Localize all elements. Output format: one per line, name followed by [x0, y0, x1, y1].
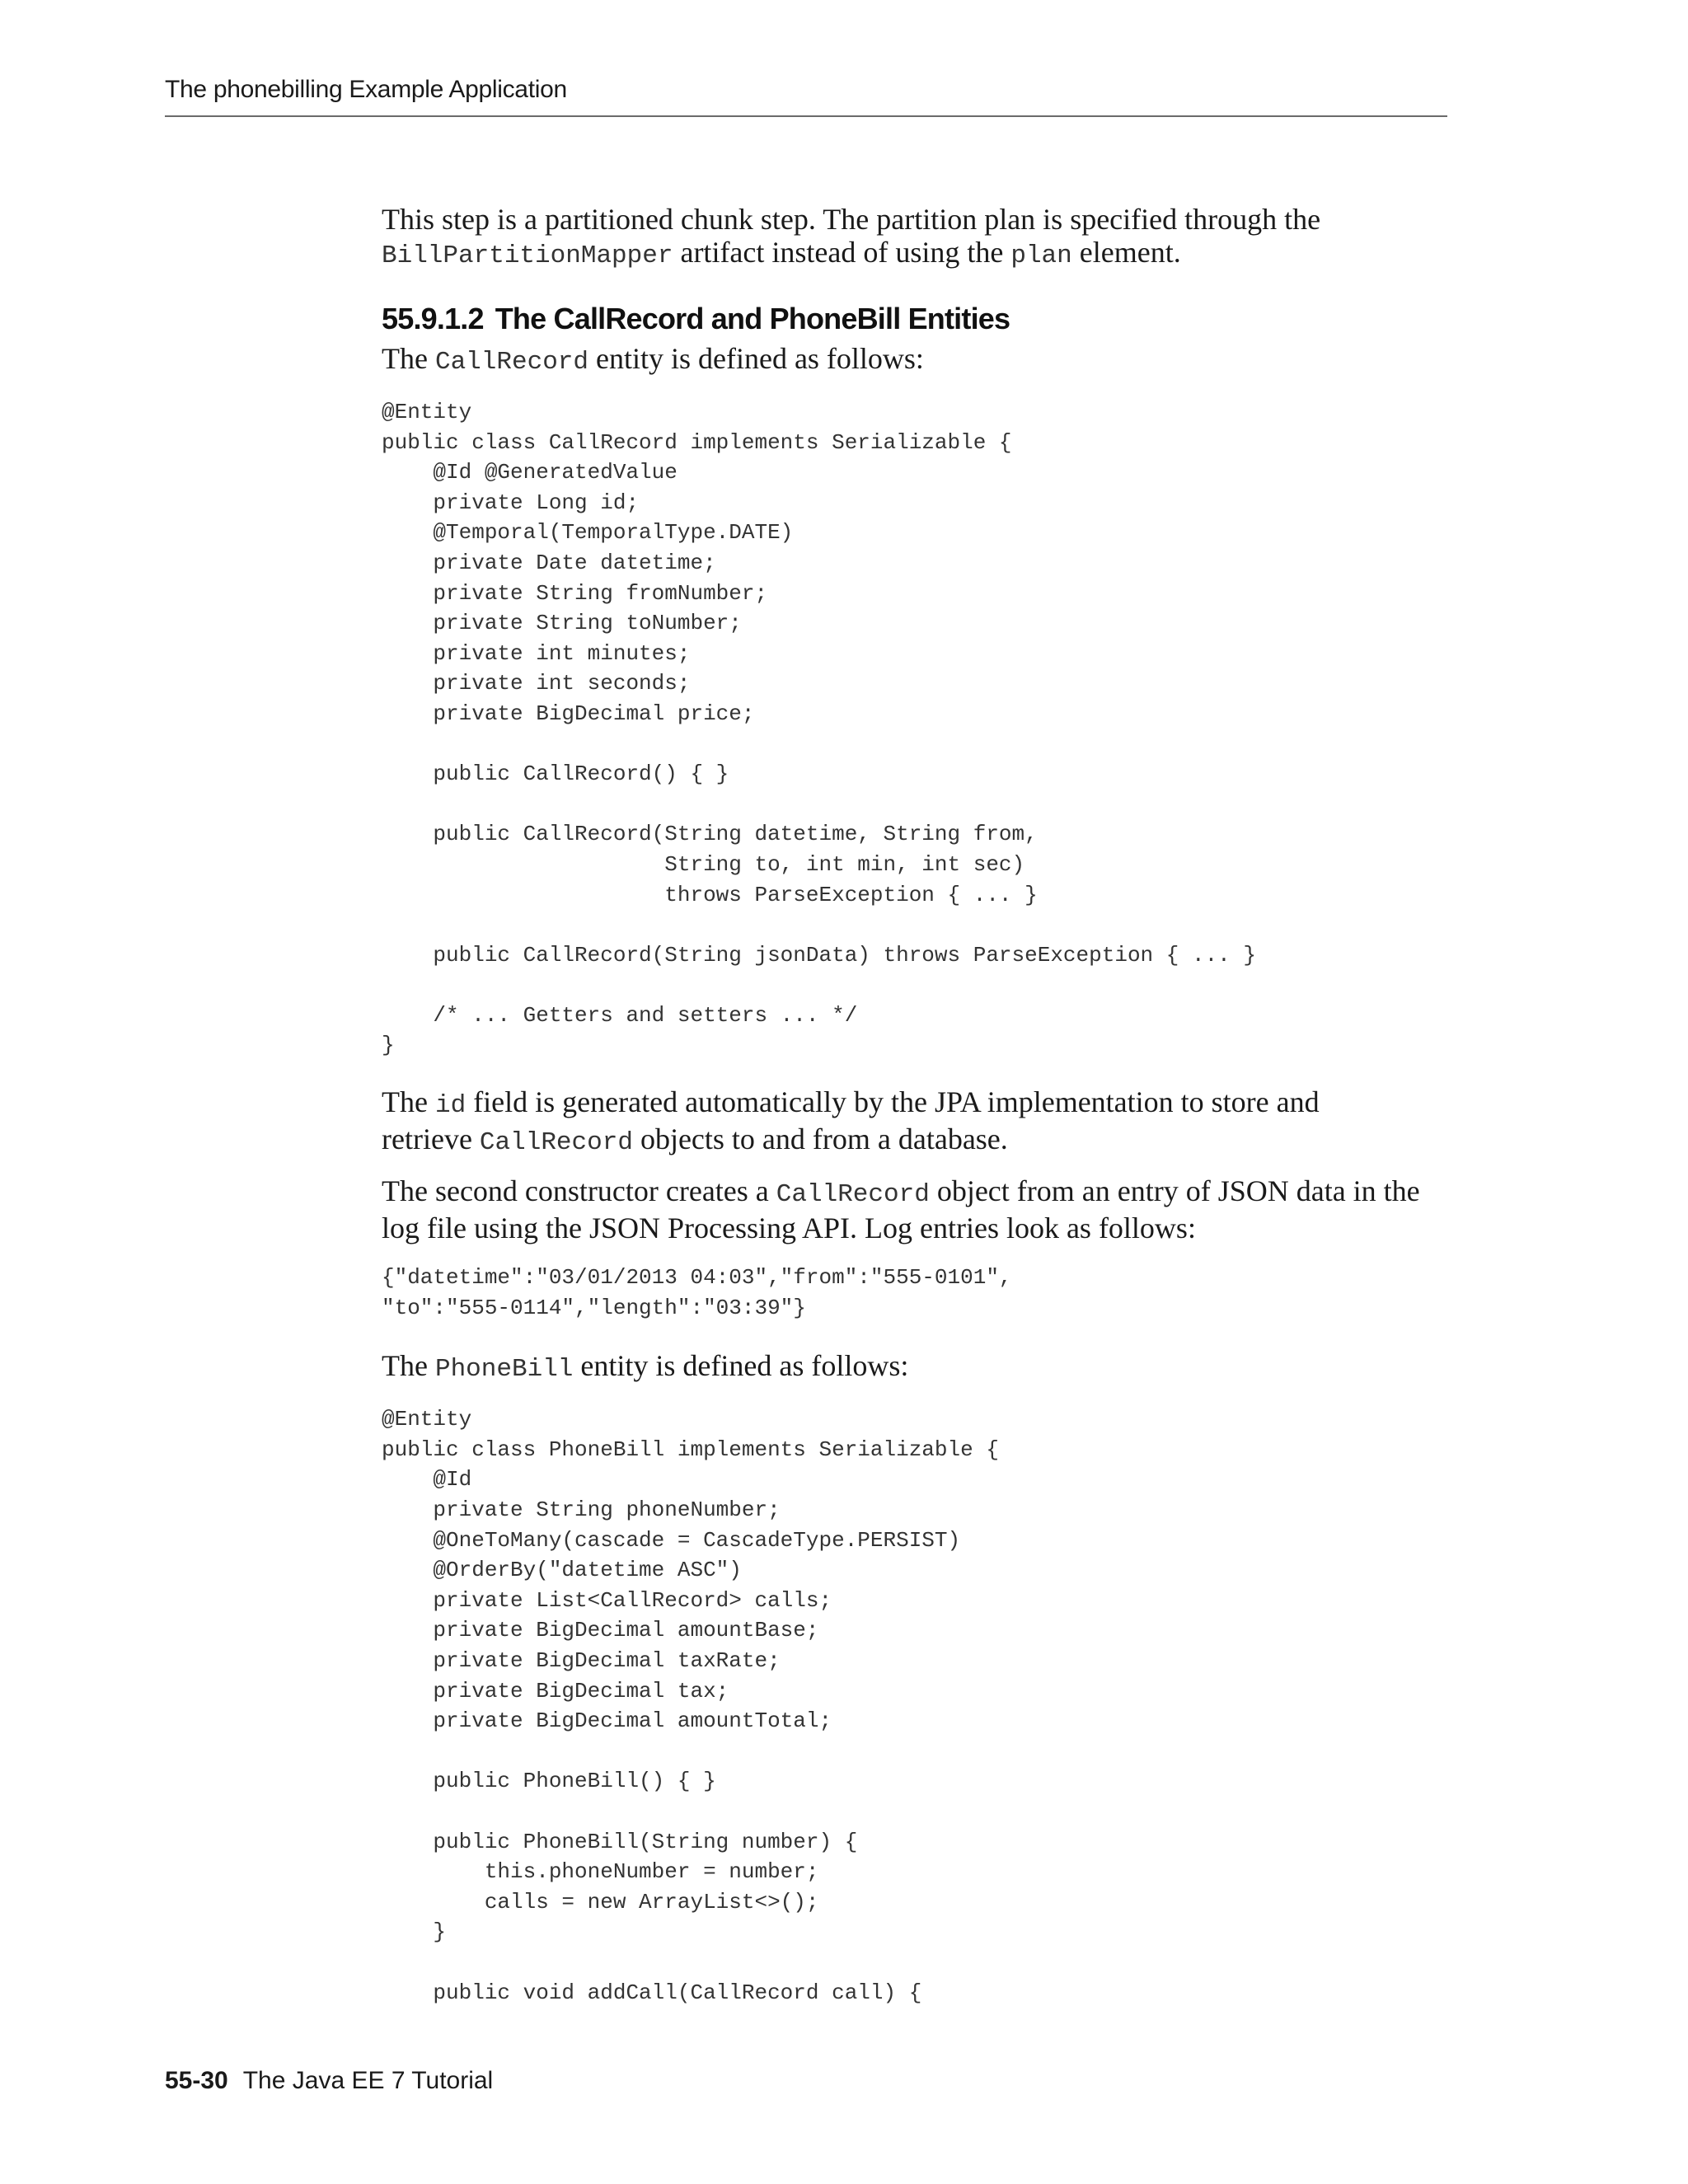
callrecord-code-block	[382, 397, 1453, 1061]
code-line: this.phoneNumber = number;	[382, 1859, 819, 1885]
code-line: @Id	[382, 1467, 472, 1493]
id-para-text-3: retrieve	[382, 1122, 480, 1156]
code-phonebill: PhoneBill	[434, 1355, 574, 1385]
code-line: private BigDecimal tax;	[382, 1678, 729, 1704]
constructor-paragraph	[382, 1174, 1453, 1244]
code-line	[382, 1797, 1453, 1827]
code-line: String to, int min, int sec)	[382, 851, 1025, 877]
code-line: private BigDecimal taxRate;	[382, 1648, 781, 1673]
ctor-para-text-3: log file using the JSON Processing API. Log entries look as follows:	[382, 1212, 1196, 1245]
phonebill-intro	[382, 1349, 1453, 1386]
code-line: private String fromNumber;	[382, 580, 768, 606]
code-line: private Long id;	[382, 490, 640, 515]
code-line: public void addCall(CallRecord call) {	[382, 1980, 922, 2005]
code-line: }	[382, 1033, 395, 1058]
section-heading	[382, 301, 1453, 337]
callrecord-intro-text-end: entity is defined as follows:	[588, 342, 924, 375]
code-line: @OneToMany(cascade = CascadeType.PERSIST)	[382, 1527, 961, 1553]
code-line	[382, 910, 1453, 940]
code-line: private String phoneNumber;	[382, 1497, 781, 1523]
section-number: 55.9.1.2	[382, 302, 484, 335]
intro-text: artifact instead of using the	[673, 236, 1011, 269]
running-header: The phonebilling Example Application	[165, 76, 567, 103]
id-para-text-4: objects to and from a database.	[632, 1122, 1008, 1156]
ctor-para-text: The second constructor creates a	[382, 1174, 776, 1208]
section-title: The CallRecord and PhoneBill Entities	[495, 302, 1010, 335]
code-line	[382, 970, 1453, 1001]
code-line: private int seconds;	[382, 671, 691, 696]
code-line	[382, 1736, 1453, 1767]
callrecord-intro	[382, 342, 1453, 379]
intro-text-end: element.	[1071, 236, 1181, 269]
code-line: private BigDecimal amountTotal;	[382, 1708, 832, 1734]
code-line: {"datetime":"03/01/2013 04:03","from":"555-0101",	[382, 1265, 1012, 1291]
header-rule	[165, 115, 1447, 117]
code-line: private BigDecimal amountBase;	[382, 1618, 819, 1643]
code-callrecord: CallRecord	[434, 348, 588, 377]
code-plan: plan	[1010, 241, 1072, 270]
code-line: public class PhoneBill implements Serializable {	[382, 1436, 999, 1462]
code-line: public PhoneBill() { }	[382, 1769, 716, 1794]
code-line: }	[382, 1919, 447, 1945]
phonebill-intro-text: The	[382, 1349, 435, 1383]
code-line: public CallRecord(String datetime, String from,	[382, 822, 1038, 847]
intro-line-1: This step is a partitioned chunk step. The partition plan is specified through the	[382, 203, 1321, 236]
phonebill-code-block	[382, 1404, 1453, 2008]
id-para-text-2: field is generated automatically by the JPA implementation to store and	[466, 1085, 1320, 1119]
code-line: public class CallRecord implements Serializable {	[382, 429, 1012, 455]
phonebill-intro-text-end: entity is defined as follows:	[573, 1349, 909, 1383]
book-title: The Java EE 7 Tutorial	[242, 2067, 494, 2094]
code-line: /* ... Getters and setters ... */	[382, 1002, 858, 1028]
code-line: private int minutes;	[382, 640, 691, 666]
json-code-block	[382, 1263, 1453, 1323]
page-footer	[165, 2067, 493, 2095]
id-field-paragraph	[382, 1085, 1453, 1160]
page-number: 55-30	[165, 2067, 228, 2094]
code-bill-partition-mapper: BillPartitionMapper	[382, 241, 673, 270]
code-line: @Entity	[382, 400, 472, 424]
code-line	[382, 790, 1453, 820]
code-line: private String toNumber;	[382, 611, 742, 636]
code-line: private List<CallRecord> calls;	[382, 1587, 832, 1613]
code-line: @Id @GeneratedValue	[382, 460, 678, 485]
code-line: public PhoneBill(String number) {	[382, 1829, 858, 1854]
code-line: @OrderBy("datetime ASC")	[382, 1558, 742, 1583]
code-line: calls = new ArrayList<>();	[382, 1889, 819, 1915]
code-line: private Date datetime;	[382, 550, 716, 575]
code-id: id	[434, 1091, 467, 1121]
code-line: public CallRecord(String jsonData) throws ParseException { ... }	[382, 942, 1256, 968]
code-line: private BigDecimal price;	[382, 701, 755, 726]
intro-paragraph	[382, 203, 1453, 273]
code-line: throws ParseException { ... }	[382, 882, 1038, 907]
code-line: @Entity	[382, 1407, 472, 1432]
code-line: @Temporal(TemporalType.DATE)	[382, 520, 794, 546]
code-line: "to":"555-0114","length":"03:39"}	[382, 1295, 806, 1320]
code-callrecord: CallRecord	[776, 1180, 930, 1210]
code-callrecord: CallRecord	[479, 1128, 633, 1158]
page-content	[382, 203, 1453, 2008]
code-line	[382, 729, 1453, 760]
id-para-text: The	[382, 1085, 435, 1119]
ctor-para-text-2: object from an entry of JSON data in the	[929, 1174, 1420, 1208]
callrecord-intro-text: The	[382, 342, 435, 375]
code-line: public CallRecord() { }	[382, 762, 729, 787]
code-line	[382, 1947, 1453, 1978]
